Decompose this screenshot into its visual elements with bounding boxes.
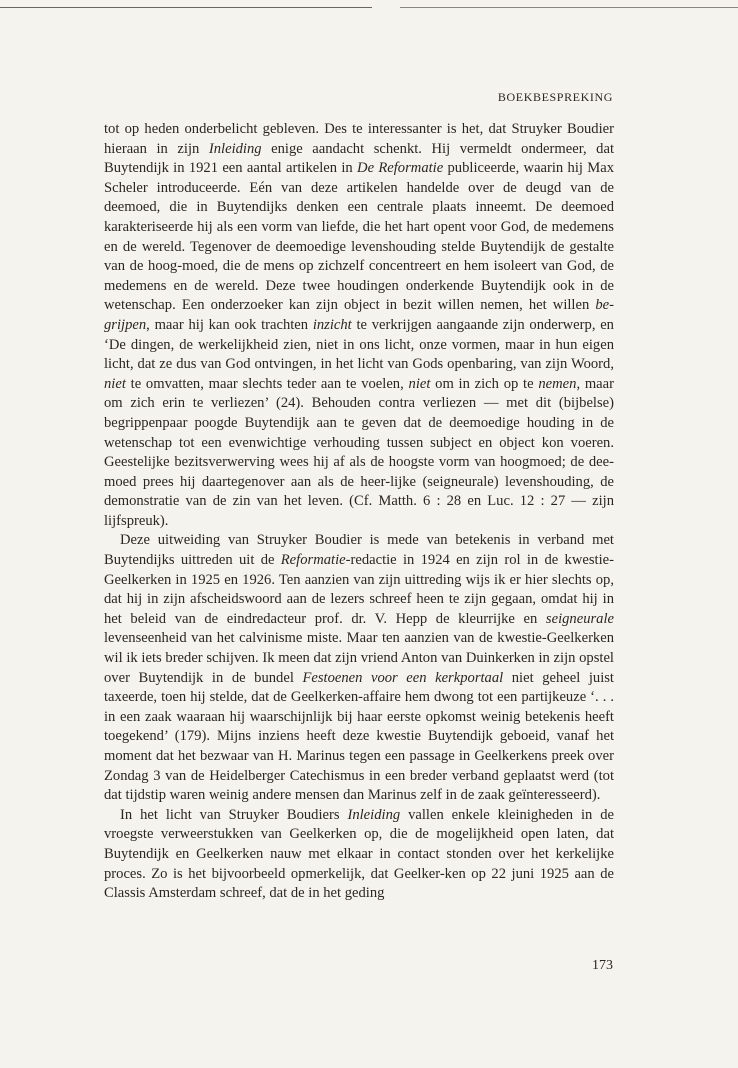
top-rule — [0, 7, 372, 8]
text-run: enige aandacht schenkt. Hij vermeldt ondermeer, dat Buytendijk in 1921 een aantal artikelen in — [104, 140, 615, 177]
italic-run: De Reformatie — [357, 160, 444, 177]
italic-run: seigneurale — [545, 610, 614, 627]
italic-run: nemen — [538, 375, 577, 392]
text-run: , maar hij kan ook trachten — [146, 316, 313, 333]
text-run: te verkrijgen aangaande zijn onderwerp, en ‘De dingen, de werkelijkheid zien, niet in ons licht, onze vormen, maar in hun eigen licht, dat ze dus van God ontvingen, in het licht van Gods openbaring, van zijn Woord, — [104, 316, 614, 373]
italic-run: be-grijpen — [104, 297, 614, 333]
running-head: BOEKBESPREKING — [497, 90, 613, 104]
paragraph-2 — [104, 531, 614, 805]
text-run: , maar om zich erin te verliezen’ (24). Behouden contra verliezen — met dit (bijbelse) begrippenpaar poogde Buytendijk aan te geven dat de deemoedige houding in de wetenschap tot een evenwichtige verhouding tussen subject en object kon voeren. Geestelijke bezitsverwerving wees hij af als de hoogste vorm van hoogmoed; de dee-moed prees hij daartegenover aan als de heer-lijke (seigneurale) levenshouding, de demonstratie van de zin van het leven. (Cf. Matth. 6 : 28 en Luc. 12 : 27 — zijn lijfspreuk). — [104, 375, 615, 529]
italic-run: inzicht — [312, 316, 352, 333]
text-run: In het licht van Struyker Boudiers — [120, 806, 348, 823]
paragraph-1 — [104, 120, 614, 531]
italic-run: Festoenen voor een kerkportaal — [302, 669, 504, 686]
top-rule-right — [400, 7, 738, 8]
text-run: levenseenheid van het calvinisme miste. Maar ten aanzien van de kwestie-Geelkerken wil ik iets breder schijven. Ik meen dat zijn vriend Anton van Duinkerken in zijn opstel over Buytendijk in de bundel — [104, 630, 614, 686]
italic-run: Reformatie — [280, 552, 346, 569]
text-run: publiceerde, waarin hij Max Scheler introduceerde. Eén van deze artikelen handelde over de deugd van de deemoed, die in Buytendijks denken een centrale plaats inneemt. De deemoed karakteriseerde hij als een vorm van liefde, die het hart opent voor God, de medemens en de wereld. Tegenover de deemoedige levenshouding stelde Buytendijk de gestalte van de hoog-moed, die de mens op zichzelf concentreert en hem isoleert van God, de medemens en de wereld. Deze twee houdingen onderkende Buytendijk ook in de wetenschap. Een onderzoeker kan zijn object in bezit willen nemen, het willen — [104, 160, 614, 314]
text-run: -redactie in 1924 en zijn rol in de kwestie-Geelkerken in 1925 en 1926. Ten aanzien van zijn uittreding wijs ik er hier slechts op, dat hij in zijn afscheidswoord aan de lezers schreef heen te zijn gegaan, omdat hij in het beleid van de eindredacteur prof. dr. V. Hepp de kleurrijke en — [104, 552, 614, 627]
text-run: Deze uitweiding van Struyker Boudier is mede van betekenis in verband met Buytendijks uittreden uit de — [104, 532, 614, 569]
page-number: 173 — [592, 958, 613, 973]
text-run: om in zich op te — [430, 375, 539, 392]
text-run: te omvatten, maar slechts teder aan te voelen, — [125, 375, 409, 392]
italic-run: Inleiding — [208, 140, 262, 157]
italic-run: niet — [408, 375, 431, 392]
italic-run: niet — [104, 375, 126, 392]
italic-run: Inleiding — [347, 806, 401, 823]
body-text — [104, 120, 614, 904]
text-run: vallen enkele kleinigheden in de vroegste verweerstukken van Geelkerken op, die de mogelijkheid open laten, dat Buytendijk en Geelkerken nauw met elkaar in contact stonden over het kerkelijke proces. Zo is het bijvoorbeeld opmerkelijk, dat Geelker-ken op 22 juni 1925 aan de Classis Amsterdam schreef, dat de in het geding — [104, 806, 615, 902]
paragraph-3 — [104, 806, 614, 904]
text-run: tot op heden onderbelicht gebleven. Des te interessanter is het, dat Struyker Boudier hieraan in zijn — [104, 121, 614, 157]
text-run: niet geheel juist taxeerde, toen hij stelde, dat de Geelkerken-affaire hem dwong tot een partijkeuze ‘. . . in een zaak waaraan hij waarschijnlijk bij haar eerste opkomst weinig betekenis heeft toegekend’ (179). Mijns inziens heeft deze kwestie Buytendijk geboeid, vanaf het moment dat het bezwaar van H. Marinus tegen een passage in Geelkerkens preek over Zondag 3 van de Heidelberger Catechismus in een breder verband geplaatst werd (tot dat tijdstip waren weinig andere mensen dan Marinus zelf in de zaak geïnteresseerd). — [104, 669, 614, 804]
